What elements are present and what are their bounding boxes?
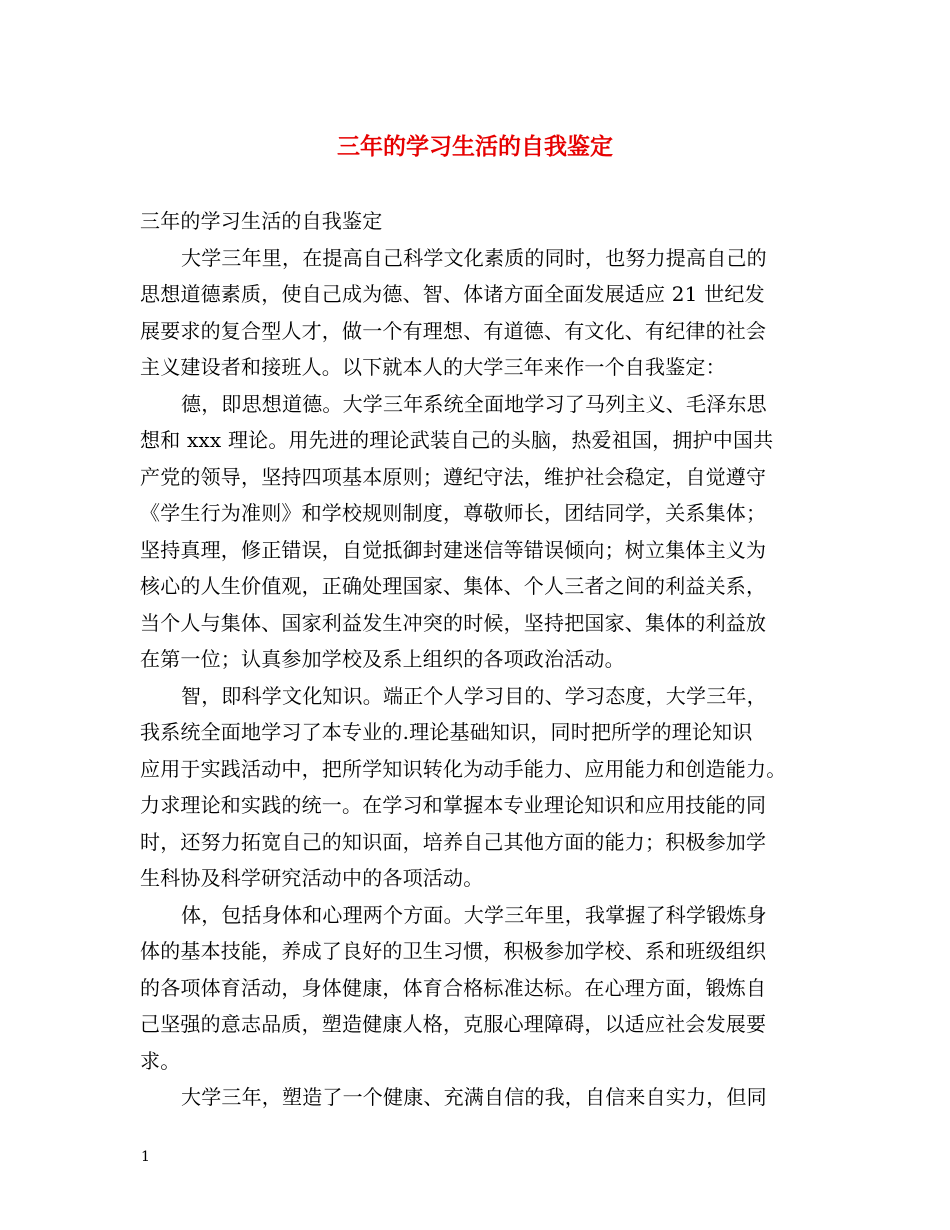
paragraph-line: 核心的人生价值观，正确处理国家、集体、个人三者之间的利益关系， [140, 574, 767, 598]
paragraph-line: 的各项体育活动，身体健康，体育合格标准达标。在心理方面，锻炼自 [140, 975, 767, 1000]
paragraph-line: 应用于实践活动中，把所学知识转化为动手能力、应用能力和创造能力。 [140, 756, 787, 781]
paragraph-line: 大学三年里，在提高自己科学文化素质的同时，也努力提高自己的 [181, 245, 767, 270]
document-title: 三年的学习生活的自我鉴定 [337, 133, 613, 160]
paragraph-line: 在第一位；认真参加学校及系上组织的各项政治活动。 [140, 647, 625, 671]
paragraph-line: 己坚强的意志品质，塑造健康人格，克服心理障碍，以适应社会发展要 [140, 1012, 767, 1036]
paragraph-line: 主义建设者和接班人。以下就本人的大学三年来作一个自我鉴定： [140, 355, 726, 379]
paragraph-line: 时，还努力拓宽自己的知识面，培养自己其他方面的能力；积极参加学 [140, 829, 767, 854]
paragraph-line: 体的基本技能，养成了良好的卫生习惯，积极参加学校、系和班级组织 [140, 939, 767, 963]
paragraph-line: 展要求的复合型人才，做一个有理想、有道德、有文化、有纪律的社会 [140, 318, 767, 343]
paragraph-line: 德，即思想道德。大学三年系统全面地学习了马列主义、毛泽东思 [181, 391, 767, 416]
paragraph-line: 当个人与集体、国家利益发生冲突的时候，坚持把国家、集体的利益放 [140, 610, 767, 635]
paragraph-line: 《学生行为准则》和学校规则制度，尊敬师长，团结同学，关系集体； [140, 501, 767, 525]
document-body [140, 203, 830, 1116]
paragraph-line: 坚持真理，修正错误，自觉抵御封建迷信等错误倾向；树立集体主义为 [140, 537, 767, 562]
document-subtitle: 三年的学习生活的自我鉴定 [140, 209, 383, 233]
paragraph-line: 我系统全面地学习了本专业的.理论基础知识，同时把所学的理论知识 [140, 720, 753, 744]
paragraph-line: 求。 [140, 1048, 181, 1073]
paragraph-line: 体，包括身体和心理两个方面。大学三年里，我掌握了科学锻炼身 [181, 902, 767, 927]
page-number: 1 [141, 1149, 150, 1165]
paragraph-line: 大学三年，塑造了一个健康、充满自信的我，自信来自实力，但同 [181, 1085, 767, 1109]
paragraph-line: 智，即科学文化知识。端正个人学习目的、学习态度，大学三年， [181, 683, 767, 708]
paragraph-line: 产党的领导，坚持四项基本原则；遵纪守法，维护社会稳定，自觉遵守 [140, 464, 767, 489]
paragraph-line: 生科协及科学研究活动中的各项活动。 [140, 866, 484, 890]
paragraph-line: 思想道德素质，使自己成为德、智、体诸方面全面发展适应 21 世纪发 [140, 282, 765, 306]
paragraph-line: 力求理论和实践的统一。在学习和掌握本专业理论知识和应用技能的同 [140, 793, 767, 817]
paragraph-line: 想和 xxx 理论。用先进的理论武装自己的头脑，热爱祖国，拥护中国共 [140, 428, 774, 452]
